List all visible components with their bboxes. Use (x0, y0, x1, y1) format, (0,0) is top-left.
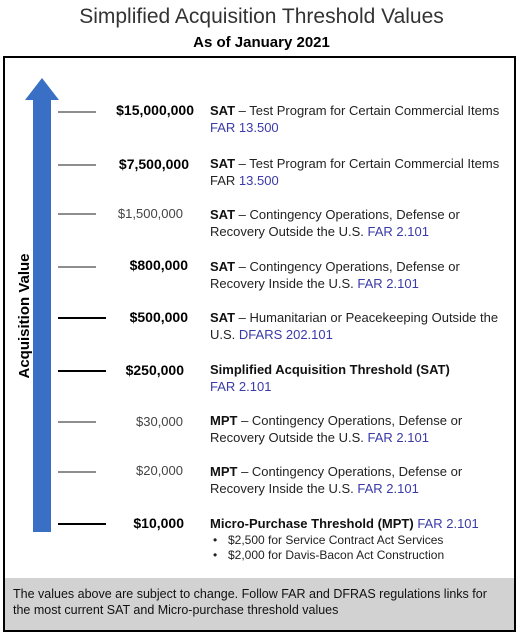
threshold-description (210, 412, 505, 446)
regulation-link[interactable]: FAR 2.101 (357, 481, 419, 496)
threshold-bullets (210, 533, 505, 563)
regulation-link[interactable]: FAR 2.101 (210, 379, 272, 394)
threshold-type: SAT (210, 156, 236, 171)
threshold-type: MPT (210, 413, 238, 428)
threshold-type: SAT (210, 259, 236, 274)
bullet-item: • $2,500 for Service Contract Act Services (210, 533, 505, 548)
page-title: Simplified Acquisition Threshold Values (79, 5, 444, 28)
regulation-link[interactable]: DFARS 202.101 (238, 327, 333, 342)
threshold-type: SAT (210, 310, 236, 325)
regulation-link[interactable]: FAR 13.500 (210, 120, 279, 135)
threshold-description (210, 515, 505, 563)
threshold-description (210, 258, 505, 292)
regulation-link[interactable]: 13.500 (238, 173, 279, 188)
threshold-type: Simplified Acquisition Threshold (SAT) (210, 362, 450, 377)
threshold-type: SAT (210, 207, 236, 222)
threshold-text: – Contingency Operations, Defense or Recovery Inside the U.S. (210, 464, 463, 496)
threshold-amount: $15,000,000 (116, 102, 194, 118)
threshold-text: – Contingency Operations, Defense or Recovery Inside the U.S. (210, 259, 460, 291)
threshold-amount: $250,000 (125, 362, 184, 378)
threshold-description (210, 102, 505, 136)
bullet-item: • $2,000 for Davis-Bacon Act Construction (210, 548, 505, 563)
regulation-link[interactable]: FAR 2.101 (357, 276, 419, 291)
threshold-text: – Contingency Operations, Defense or Recovery Outside the U.S. (210, 413, 463, 445)
value-axis-arrow (33, 96, 51, 532)
regulation-link[interactable]: FAR 2.101 (367, 224, 429, 239)
disclaimer-note: The values above are subject to change. Follow FAR and DFRAS regulations links for the most current SAT and Micro-purchase threshold values (5, 578, 514, 630)
axis-label: Acquisition Value (16, 253, 33, 379)
threshold-type: MPT (210, 464, 238, 479)
threshold-description (210, 309, 505, 343)
threshold-amount: $500,000 (129, 309, 188, 325)
threshold-description (210, 155, 505, 189)
threshold-amount: $7,500,000 (118, 156, 189, 172)
tick-mark (58, 111, 96, 113)
threshold-amount: $10,000 (133, 515, 184, 531)
threshold-description (210, 361, 505, 395)
threshold-text: – Test Program for Certain Commercial Items (235, 103, 500, 118)
threshold-text: – Test Program for Certain Commercial Items FAR (210, 156, 500, 188)
threshold-amount: $20,000 (136, 463, 183, 478)
threshold-description (210, 463, 505, 497)
page-subtitle: As of January 2021 (193, 34, 330, 51)
threshold-type: Micro-Purchase Threshold (MPT) (210, 516, 414, 531)
threshold-type: SAT (210, 103, 236, 118)
threshold-amount: $800,000 (129, 257, 188, 273)
threshold-amount: $1,500,000 (117, 206, 183, 221)
threshold-text: – Contingency Operations, Defense or Recovery Outside the U.S. (210, 207, 460, 239)
regulation-link[interactable]: FAR 2.101 (417, 516, 479, 531)
threshold-text: – Humanitarian or Peacekeeping Outside the U.S. (210, 310, 499, 342)
threshold-amount: $30,000 (136, 414, 183, 429)
regulation-link[interactable]: FAR 2.101 (367, 430, 429, 445)
threshold-description (210, 206, 505, 240)
